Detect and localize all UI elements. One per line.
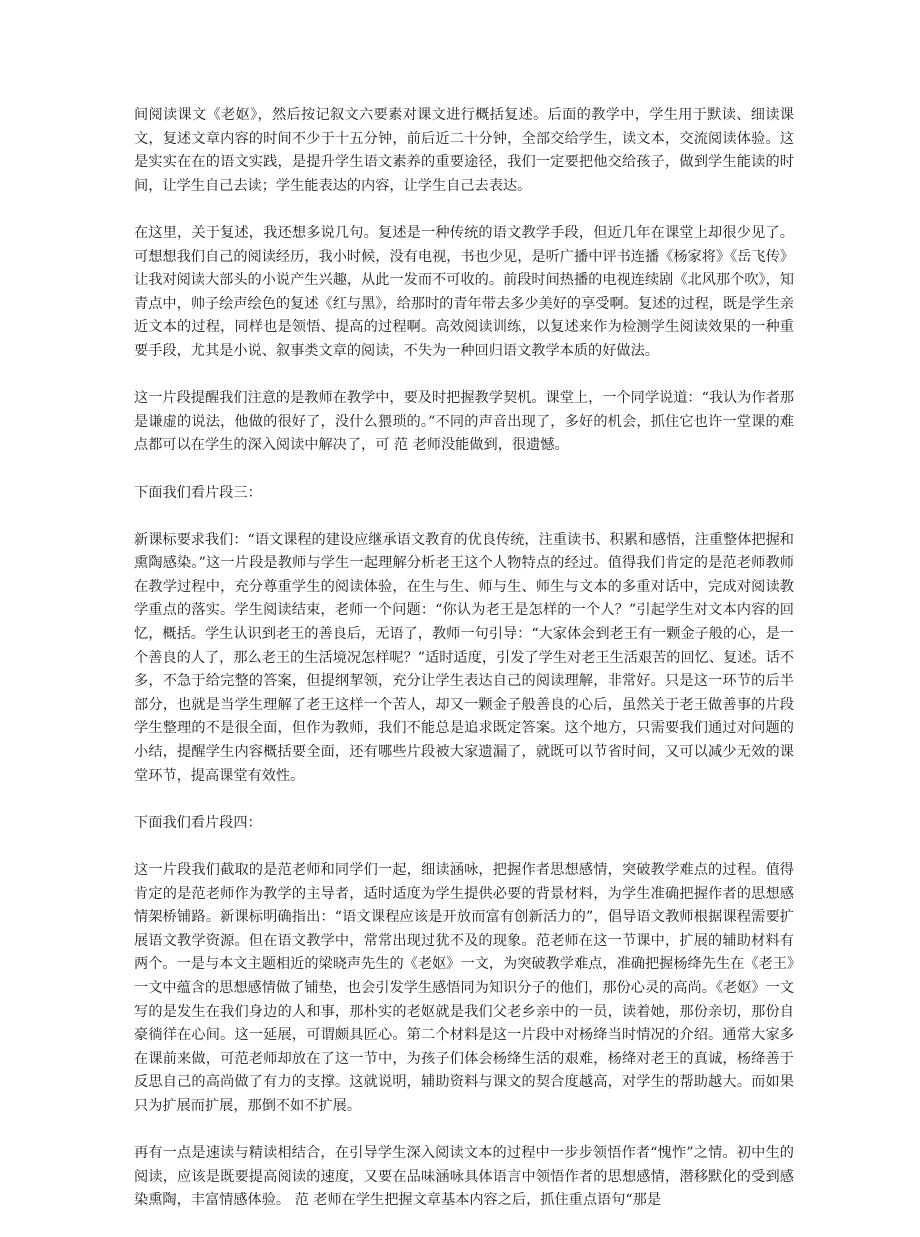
- paragraph-5: 这一片段我们截取的是范老师和同学们一起，细读涵咏，把握作者思想感情，突破教学难点的过程。值得肯定的是范老师作为教学的主导者，适时适度为学生提供必要的背景材料，为学生准确把握作者的思想感情架桥铺路。新课标明确指出：“语文课程应该是开放而富有创新活力的”，倡导语文教师根据课程需要扩展语文教学资源。但在语文教学中，常常出现过犹不及的现象。范老师在这一节课中，扩展的辅助材料有两个。一是与本文主题相近的梁晓声先生的《老妪》一文，为突破教学难点，准确把握杨绛先生在《老王》一文中蕴含的思想感情做了铺垫，也会引发学生感悟同为知识分子的他们，那份心灵的高尚。《老妪》一文写的是发生在我们身边的人和事，那朴实的老妪就是我们父老乡亲中的一员，读着她，那份亲切，那份自豪徜徉在心间。这一延展，可谓颇具匠心。第二个材料是这一片段中对杨绛当时情况的介绍。通常大家多在课前来做，可范老师却放在了这一节中，为孩子们体会杨绛生活的艰难，杨绛对老王的真诚，杨绛善于反思自己的高尚做了有力的支撑。这就说明，辅助资料与课文的契合度越高，对学生的帮助越大。而如果只为扩展而扩展，那倒不如不扩展。: [134, 862, 794, 1114]
- section-heading-segment-three: 下面我们看片段三：: [134, 484, 262, 501]
- document-body: [134, 104, 794, 1237]
- paragraph-4: 新课标要求我们：“语文课程的建设应继承语文教育的优良传统，注重读书、积累和感悟，注重整体把握和熏陶感染。”这一片段是教师与学生一起理解分析老王这个人物特点的经过。值得我们肯定的是范老师教师在教学过程中，充分尊重学生的阅读体验，在生与生、师与生、师生与文本的多重对话中，完成对阅读教学重点的落实。学生阅读结束，老师一个问题：“你认为老王是怎样的一个人？”引起学生对文本内容的回忆，概括。学生认识到老王的善良后，无语了，教师一句引导：“大家体会到老王有一颗金子般的心，是一个善良的人了，那么老王的生活境况怎样呢？”适时适度，引发了学生对老王生活艰苦的回忆、复述。话不多，不急于给完整的答案，但提纲挈领，充分让学生表达自己的阅读理解，非常好。只是这一环节的后半部分，也就是当学生理解了老王这样一个苦人，却又一颗金子般善良的心后，虽然关于老王做善事的片段学生整理的不是很全面，但作为教师，我们不能总是追求既定答案。这个地方，只需要我们通过对问题的小结，提醒学生内容概括要全面，还有哪些片段被大家遗漏了，就既可以节省时间，又可以减少无效的课堂环节，提高课堂有效性。: [134, 531, 794, 784]
- paragraph-1: 间阅读课文《老妪》，然后按记叙文六要素对课文进行概括复述。后面的教学中，学生用于默读、细读课文，复述文章内容的时间不少于十五分钟，前后近二十分钟，全部交给学生，读文本，交流阅读体验。这是实实在在的语文实践，是提升学生语文素养的重要途径，我们一定要把他交给孩子，做到学生能读的时间，让学生自己去读；学生能表达的内容，让学生自己去表达。: [134, 107, 794, 194]
- section-heading-segment-four: 下面我们看片段四：: [134, 814, 262, 831]
- paragraph-3: 这一片段提醒我们注意的是教师在教学中，要及时把握教学契机。课堂上，一个同学说道：“我认为作者那是谦虚的说法，他做的很好了，没什么猥琐的。”不同的声音出现了，多好的机会，抓住它也许一堂课的难点都可以在学生的深入阅读中解决了，可 范 老师没能做到，很遗憾。: [134, 390, 794, 454]
- paragraph-2: 在这里，关于复述，我还想多说几句。复述是一种传统的语文教学手段，但近几年在课堂上却很少见了。可想想我们自己的阅读经历，我小时候，没有电视，书也少见，是听广播中评书连播《杨家将》《岳飞传》让我对阅读大部头的小说产生兴趣，从此一发而不可收的。前段时间热播的电视连续剧《北风那个吹》，知青点中，帅子绘声绘色的复述《红与黑》，给那时的青年带去多少美好的享受啊。复述的过程，既是学生亲近文本的过程，同样也是领悟、提高的过程啊。高效阅读训练，以复述来作为检测学生阅读效果的一种重要手段，尤其是小说、叙事类文章的阅读，不失为一种回归语文教学本质的好做法。: [134, 224, 794, 359]
- paragraph-6: 再有一点是速读与精读相结合，在引导学生深入阅读文本的过程中一步步领悟作者“愧怍”之情。初中生的阅读，应该是既要提高阅读的速度，又要在品味涵咏具体语言中领悟作者的思想感情，潜移默化的受到感染熏陶，丰富情感体验。 范 老师在学生把握文章基本内容之后，抓住重点语句“那是: [134, 1145, 794, 1209]
